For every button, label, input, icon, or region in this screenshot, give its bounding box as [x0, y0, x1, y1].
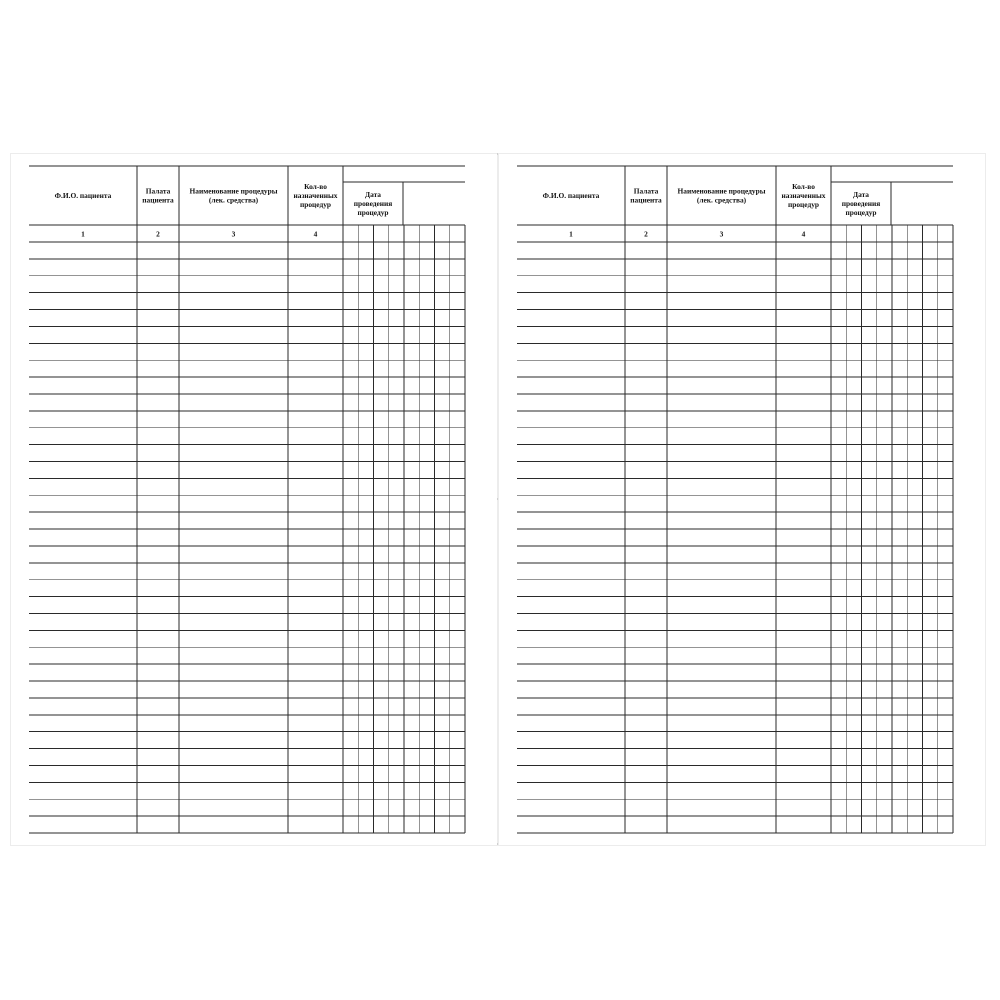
column-number: 3	[231, 229, 236, 239]
procedure-table-left	[11, 154, 499, 847]
date-header-text: проведения	[841, 199, 881, 208]
column-number: 1	[81, 229, 85, 239]
date-header-text: Дата	[364, 190, 382, 199]
column-number: 3	[719, 229, 724, 239]
column-header-text: Ф.И.О. пациента	[54, 191, 112, 200]
date-header-text: проведения	[353, 199, 393, 208]
column-header-text: (лек. средства)	[696, 195, 747, 205]
column-header-text: процедур	[787, 200, 820, 209]
column-header-text: пациента	[142, 195, 174, 205]
column-header-text: Палата	[633, 186, 659, 196]
column-header-text: Наименование процедуры	[189, 186, 278, 196]
column-number: 4	[801, 229, 806, 239]
procedure-table-right	[499, 154, 987, 847]
column-header-text: назначенных	[781, 191, 826, 200]
column-number: 4	[313, 229, 318, 239]
column-header-text: Ф.И.О. пациента	[542, 191, 600, 200]
column-number: 2	[644, 229, 648, 239]
column-number: 2	[156, 229, 160, 239]
column-header-text: назначенных	[293, 191, 338, 200]
date-header-text: процедур	[357, 208, 389, 217]
left-page	[10, 153, 498, 846]
column-number: 1	[569, 229, 573, 239]
column-header-text: Палата	[145, 186, 171, 196]
column-header-text: процедур	[299, 200, 332, 209]
column-header-text: (лек. средства)	[208, 195, 259, 205]
column-header-text: Кол-во	[304, 182, 327, 191]
column-header-text: пациента	[630, 195, 662, 205]
date-header-text: процедур	[845, 208, 877, 217]
right-page	[498, 153, 986, 846]
column-header-text: Кол-во	[792, 182, 815, 191]
date-header-text: Дата	[852, 190, 870, 199]
column-header-text: Наименование процедуры	[677, 186, 766, 196]
